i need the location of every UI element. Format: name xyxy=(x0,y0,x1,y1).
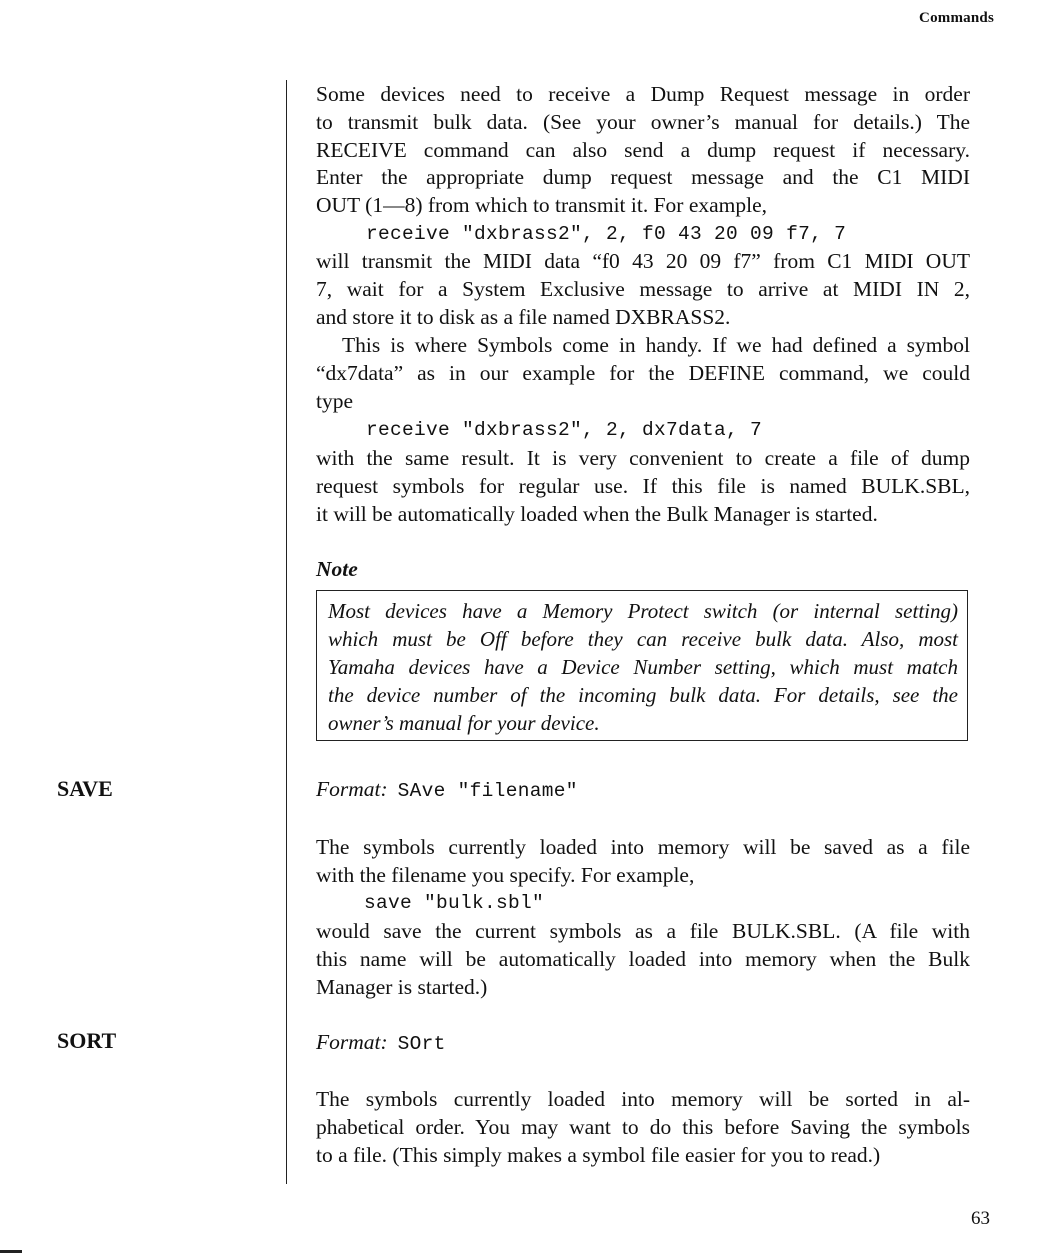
text-line: with the same result. It is very convenient to create a file of dump xyxy=(316,446,970,470)
text-line: Enter the appropriate dump request message and the C1 MIDI xyxy=(316,165,970,190)
text-line: would save the current symbols as a file BULK.SBL. (A file with xyxy=(316,919,970,943)
code-example-receive-2: receive "dxbrass2", 2, dx7data, 7 xyxy=(366,419,763,441)
save-format xyxy=(316,777,578,802)
sort-paragraph xyxy=(316,1086,970,1169)
text-line: RECEIVE command can also send a dump request if necessary. xyxy=(316,137,970,162)
text-line: it will be automatically loaded when the Bulk Manager is started. xyxy=(316,501,878,526)
running-header: Commands xyxy=(919,10,994,26)
text-line: The symbols currently loaded into memory will be sorted in al- xyxy=(316,1087,970,1111)
note-line: Most devices have a Memory Protect switch (or internal setting) xyxy=(328,599,958,623)
text-line: Some devices need to receive a Dump Request message in order xyxy=(316,82,970,106)
text-line: will transmit the MIDI data “f0 43 20 09 f7” from C1 MIDI OUT xyxy=(316,249,970,273)
text-line: and store it to disk as a file named DXBRASS2. xyxy=(316,304,731,329)
text-line: to a file. (This simply makes a symbol file easier for you to read.) xyxy=(316,1142,881,1167)
text-line: Manager is started.) xyxy=(316,974,488,999)
note-line: which must be Off before they can receive bulk data. Also, most xyxy=(328,627,958,651)
format-label: Format: xyxy=(316,777,388,801)
code-example-save: save "bulk.sbl" xyxy=(364,892,545,914)
receive-paragraph-4 xyxy=(316,445,970,528)
save-paragraph-1 xyxy=(316,834,970,890)
note-text xyxy=(328,597,958,737)
format-command: SOrt xyxy=(397,1033,446,1055)
text-line: with the filename you specify. For example, xyxy=(316,862,695,887)
scan-edge-mark xyxy=(0,1250,22,1253)
receive-paragraph-3-cont xyxy=(316,360,970,416)
note-heading: Note xyxy=(316,557,358,581)
sort-format xyxy=(316,1030,446,1055)
save-heading: SAVE xyxy=(57,776,113,801)
note-line: Yamaha devices have a Device Number setting, which must match xyxy=(328,655,958,679)
note-line: the device number of the incoming bulk data. For details, see the xyxy=(328,683,958,707)
text-line: to transmit bulk data. (See your owner’s manual for details.) The xyxy=(316,109,970,134)
note-line: owner’s manual for your device. xyxy=(328,711,600,735)
page-number: 63 xyxy=(971,1208,990,1229)
text-line: phabetical order. You may want to do this before Saving the symbols xyxy=(316,1114,970,1139)
column-divider xyxy=(286,80,287,1184)
text-line: The symbols currently loaded into memory will be saved as a file xyxy=(316,835,970,859)
text-line: “dx7data” as in our example for the DEFINE command, we could xyxy=(316,361,970,385)
format-command: SAve "filename" xyxy=(397,780,578,802)
text-line: request symbols for regular use. If this file is named BULK.SBL, xyxy=(316,473,970,498)
text-line: this name will be automatically loaded into memory when the Bulk xyxy=(316,946,970,971)
save-paragraph-2 xyxy=(316,918,970,1001)
format-label: Format: xyxy=(316,1030,388,1054)
receive-paragraph-1 xyxy=(316,81,970,220)
text-line: type xyxy=(316,388,354,413)
text-line: This is where Symbols come in handy. If we had defined a symbol xyxy=(342,333,970,357)
code-example-receive-1: receive "dxbrass2", 2, f0 43 20 09 f7, 7 xyxy=(366,223,847,245)
receive-paragraph-3 xyxy=(342,332,970,360)
text-line: OUT (1—8) from which to transmit it. For example, xyxy=(316,193,768,218)
text-line: 7, wait for a System Exclusive message to arrive at MIDI IN 2, xyxy=(316,276,970,301)
sort-heading: SORT xyxy=(57,1028,117,1053)
receive-paragraph-2 xyxy=(316,248,970,331)
